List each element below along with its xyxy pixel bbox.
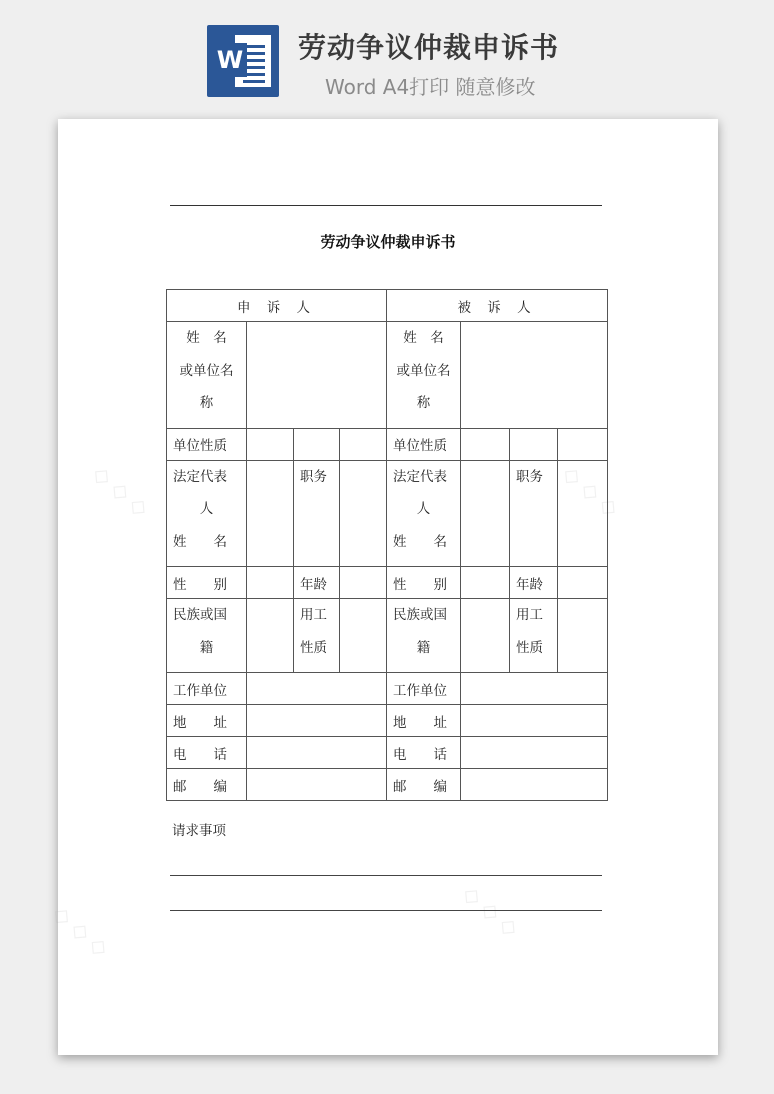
document-title: 劳动争议仲裁申诉书 [320,233,456,251]
table-row [167,599,608,673]
legal-rep-label: 法定代表 人 姓 名 [387,460,461,567]
employment-type-label: 用工 性质 [510,599,558,673]
claimant-employment-type-field[interactable] [340,599,387,673]
request-line[interactable] [170,910,602,911]
respondent-work-unit-field[interactable] [461,673,608,705]
header-rule [170,205,602,206]
respondent-name-field[interactable] [461,322,608,429]
employment-type-label: 用工 性质 [294,599,340,673]
position-label: 职务 [294,460,340,567]
respondent-address-field[interactable] [461,705,608,737]
work-unit-label: 工作单位 [167,673,247,705]
gender-label: 性 别 [167,567,247,599]
work-unit-label: 工作单位 [387,673,461,705]
word-logo-icon [207,25,279,97]
legal-rep-label: 法定代表 人 姓 名 [167,460,247,567]
postcode-label: 邮 编 [387,769,461,801]
age-label: 年龄 [510,567,558,599]
address-label: 地 址 [387,705,461,737]
phone-label: 电 话 [387,737,461,769]
watermark: ◇ ◇ ◇ [557,461,624,522]
position-label: 职务 [510,460,558,567]
request-line[interactable] [170,875,602,876]
unit-nature-label: 单位性质 [387,428,461,460]
claimant-postcode-field[interactable] [247,769,387,801]
claimant-position-field[interactable] [340,460,387,567]
watermark: ◇ ◇ ◇ [87,461,154,522]
table-cell[interactable] [510,428,558,460]
table-row [167,567,608,599]
respondent-age-field[interactable] [558,567,608,599]
address-label: 地 址 [167,705,247,737]
request-items-label: 请求事项 [172,823,226,839]
respondent-postcode-field[interactable] [461,769,608,801]
postcode-label: 邮 编 [167,769,247,801]
age-label: 年龄 [294,567,340,599]
name-label: 姓 名 或单位名 称 [387,322,461,429]
respondent-header: 被 诉 人 [387,290,608,322]
claimant-age-field[interactable] [340,567,387,599]
table-cell[interactable] [294,428,340,460]
ethnicity-label: 民族或国 籍 [167,599,247,673]
table-row [167,322,608,429]
table-row [167,460,608,567]
phone-label: 电 话 [167,737,247,769]
respondent-unit-nature-field[interactable] [461,428,510,460]
ethnicity-label: 民族或国 籍 [387,599,461,673]
claimant-name-field[interactable] [247,322,387,429]
word-w-badge: W [213,43,247,77]
respondent-legal-rep-field[interactable] [461,460,510,567]
watermark: ◇ ◇ ◇ [457,881,524,942]
respondent-ethnicity-field[interactable] [461,599,510,673]
document-page [47,119,718,1055]
name-label: 姓 名 或单位名 称 [167,322,247,429]
respondent-phone-field[interactable] [461,737,608,769]
table-row [167,705,608,737]
table-row [167,737,608,769]
respondent-employment-type-field[interactable] [558,599,608,673]
claimant-address-field[interactable] [247,705,387,737]
header-title: 劳动争议仲裁申诉书 [298,31,560,64]
table-row [167,428,608,460]
header-subtitle: Word A4打印 随意修改 [325,75,536,99]
respondent-position-field[interactable] [558,460,608,567]
table-row [167,673,608,705]
claimant-legal-rep-field[interactable] [247,460,294,567]
gender-label: 性 别 [387,567,461,599]
table-row [167,769,608,801]
claimant-header: 申 诉 人 [167,290,387,322]
claimant-unit-nature-field[interactable] [247,428,294,460]
table-row [167,290,608,322]
watermark: ◇ ◇ ◇ [47,901,114,962]
claimant-phone-field[interactable] [247,737,387,769]
claimant-ethnicity-field[interactable] [247,599,294,673]
table-cell[interactable] [340,428,387,460]
claimant-work-unit-field[interactable] [247,673,387,705]
claim-table [166,289,608,801]
claimant-gender-field[interactable] [247,567,294,599]
respondent-gender-field[interactable] [461,567,510,599]
unit-nature-label: 单位性质 [167,428,247,460]
table-cell[interactable] [558,428,608,460]
